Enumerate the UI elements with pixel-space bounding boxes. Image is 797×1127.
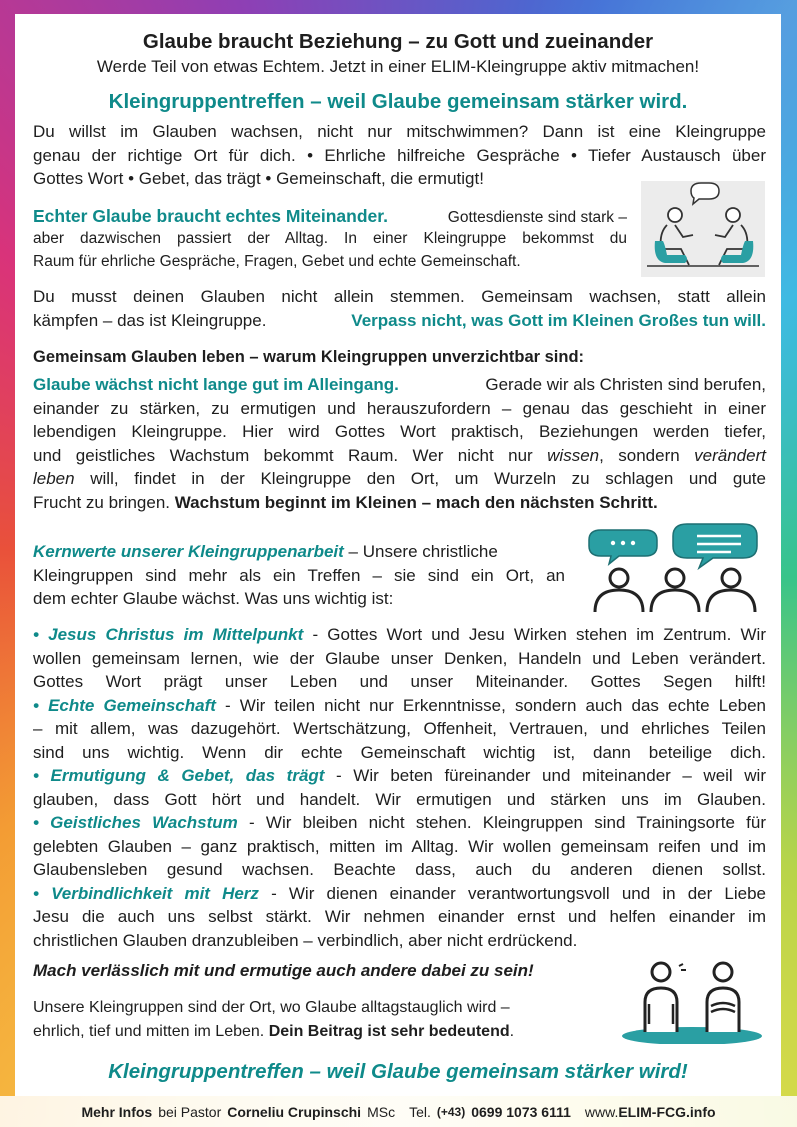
values-list: [33, 623, 766, 952]
value-title: • Echte Gemeinschaft: [33, 695, 216, 715]
section-line: [33, 309, 766, 333]
section-gemeinsam: [33, 373, 766, 514]
list-item: [33, 623, 766, 647]
intro-line: Du willst im Glauben wachsen, nicht nur mitschwimmen? Dann ist eine Kleingruppe: [33, 122, 766, 141]
two-people-talking-illustration: [641, 181, 765, 277]
section-allein: [33, 285, 766, 332]
section-text: Kleingruppen sind mehr als ein Treffen – sie sind ein Ort, an: [33, 565, 565, 585]
flyer-page: [15, 14, 781, 1096]
section-text: will, findet in der Kleingruppe den Ort, um Wurzeln zu schlagen und gute: [90, 469, 766, 488]
section-line: [33, 373, 766, 397]
list-item: [33, 764, 766, 788]
value-text: Gottes Wort prägt unser Leben und unser Miteinander. Gottes Segen hilft!: [33, 672, 766, 691]
value-text: glauben, dass Gott hört und handelt. Wir ermutigen und stärken uns im Glauben.: [33, 789, 766, 809]
value-text: - Wir dienen einander verantwortungsvoll und in der Liebe: [271, 883, 766, 903]
intro-paragraph: [33, 120, 766, 191]
emphasis-text: verändert: [694, 445, 766, 465]
value-title: • Geistliches Wachstum: [33, 813, 238, 832]
section-line: [33, 540, 565, 564]
bold-text: Dein Beitrag ist sehr bedeutend: [268, 1023, 510, 1040]
section-text: Gottesdienste sind stark –: [447, 209, 627, 226]
value-text: sind uns wichtig. Wenn dir echte Gemeinschaft wichtig ist, dann beteilige dich.: [33, 742, 766, 762]
section-text: dem echter Glaube wächst. Was uns wichtig ist:: [33, 589, 394, 608]
intro-line: genau der richtige Ort für dich. • Ehrliche hilfreiche Gespräche • Tiefer Austausch über: [33, 145, 766, 165]
footer-contact: [0, 1096, 797, 1127]
highlight-text: Verpass nicht, was Gott im Kleinen Großes tun will.: [351, 310, 766, 330]
value-text: gelebten Glauben – ganz praktisch, mitten im Alltag. Wir wollen gemeinsam reifen und im: [33, 836, 766, 856]
value-text: – mit allem, was dazugehört. Wertschätzung, Offenheit, Vertrauen, und ehrliches Teilen: [33, 719, 766, 738]
list-item: [33, 811, 766, 835]
section-text: – Unsere christliche: [348, 542, 498, 561]
section-line: [33, 467, 766, 491]
value-text: - Wir teilen nicht nur Erkenntnisse, sondern auch das echte Leben: [225, 695, 766, 715]
section-miteinander: [33, 206, 627, 273]
section-text: Unsere Kleingruppen sind der Ort, wo Glaube alltagstauglich wird –: [33, 999, 510, 1016]
conversation-icon: [641, 181, 765, 277]
value-text: Jesu die auch uns selbst stärkt. Wir nehmen einander ernst und helfen einander im: [33, 907, 766, 926]
website-link[interactable]: [585, 1104, 716, 1120]
section-beitrag: [33, 996, 603, 1044]
section-text: und geistliches Wachstum bekommt Raum. Wer nicht nur: [33, 445, 533, 465]
value-title: • Verbindlichkeit mit Herz: [33, 883, 259, 903]
section-text: lebendigen Kleingruppe. Hier wird Gottes Wort praktisch, Beziehungen werden tiefer,: [33, 422, 766, 441]
section-kernwerte: [33, 540, 565, 611]
value-title: • Ermutigung & Gebet, das trägt: [33, 766, 325, 785]
value-title: • Jesus Christus im Mittelpunkt: [33, 625, 304, 644]
value-text: - Gottes Wort und Jesu Wirken stehen im Zentrum. Wir: [312, 625, 766, 644]
intro-line: Gottes Wort • Gebet, das trägt • Gemeinschaft, die ermutigt!: [33, 169, 484, 188]
headline: Kleingruppentreffen – weil Glaube gemeinsam stärker wird.: [108, 90, 688, 113]
section-text: einander zu stärken, zu ermutigen und herauszufordern – genau das geschieht in einer: [33, 398, 766, 418]
section-text: , sondern: [599, 445, 680, 465]
call-to-action-heading: Mach verlässlich mit und ermutige auch andere dabei zu sein!: [33, 961, 534, 980]
emphasis-text: leben: [33, 469, 75, 488]
section-line: [33, 444, 766, 468]
list-item: [33, 694, 766, 718]
section-text: Raum für ehrliche Gespräche, Fragen, Gebet und echte Gemeinschaft.: [33, 253, 521, 270]
closing-headline: Kleingruppentreffen – weil Glaube gemeinsam stärker wird!: [108, 1060, 688, 1083]
pastor-name: Corneliu Crupinschi: [227, 1103, 362, 1120]
value-text: Glaubensleben gesund wachsen. Beachte dass, auch du anderen dienen sollst.: [33, 860, 766, 879]
value-text: christlichen Glauben dranzubleiben – verbindlich, aber nicht erdrückend.: [33, 930, 578, 950]
section-text: .: [509, 1023, 515, 1040]
section2-heading: Gemeinsam Glauben leben – warum Kleingruppen unverzichtbar sind:: [33, 348, 585, 366]
section-text: aber dazwischen passiert der Alltag. In einer Kleingruppe bekommst du: [33, 230, 627, 247]
value-text: wollen gemeinsam lernen, wie der Glaube unser Denken, Handeln und Leben verändert.: [33, 648, 766, 668]
group-chat-illustration: [581, 522, 767, 614]
page-subtitle: Werde Teil von etwas Echtem. Jetzt in einer ELIM-Kleingruppe aktiv mitmachen!: [96, 57, 700, 76]
bold-text: Wachstum beginnt im Kleinen – mach den nächsten Schritt.: [174, 492, 658, 512]
phone-number[interactable]: 0699 1073 6111: [471, 1103, 571, 1120]
footer-text: Mehr Infos: [81, 1103, 153, 1120]
section-text: Gerade wir als Christen sind berufen,: [485, 375, 766, 394]
website-text: ELIM-FCG.info: [618, 1103, 716, 1120]
footer-text: bei Pastor: [158, 1103, 222, 1120]
section-heading: Echter Glaube braucht echtes Miteinander.: [33, 206, 388, 226]
group-speech-icon: [581, 522, 767, 614]
emphasis-text: wissen: [547, 445, 600, 465]
section-text: Du musst deinen Glauben nicht allein stemmen. Gemeinsam wachsen, statt allein: [33, 287, 766, 306]
footer-text: MSc: [367, 1103, 396, 1120]
people-standing-icon: [619, 954, 765, 1044]
section-text: kämpfen – das ist Kleingruppe.: [33, 310, 267, 330]
value-text: - Wir bleiben nicht stehen. Kleingruppen sind Trainingsorte für: [249, 813, 766, 832]
footer-text: www.: [584, 1103, 619, 1120]
section-heading: Kernwerte unserer Kleingruppenarbeit: [33, 542, 344, 561]
section-text: ehrlich, tief und mitten im Leben.: [33, 1023, 265, 1040]
phone-prefix: (+43): [436, 1104, 466, 1119]
section-line: [33, 1020, 603, 1044]
value-text: - Wir beten füreinander und miteinander – weil wir: [336, 766, 766, 785]
list-item: [33, 882, 766, 906]
two-people-standing-illustration: [619, 954, 765, 1044]
page-title: Glaube braucht Beziehung – zu Gott und zueinander: [142, 30, 654, 53]
section-line: [33, 491, 766, 515]
phone-label: Tel.: [409, 1103, 431, 1120]
section-text: Frucht zu bringen.: [33, 492, 171, 512]
highlight-text: Glaube wächst nicht lange gut im Alleingang.: [33, 375, 399, 394]
